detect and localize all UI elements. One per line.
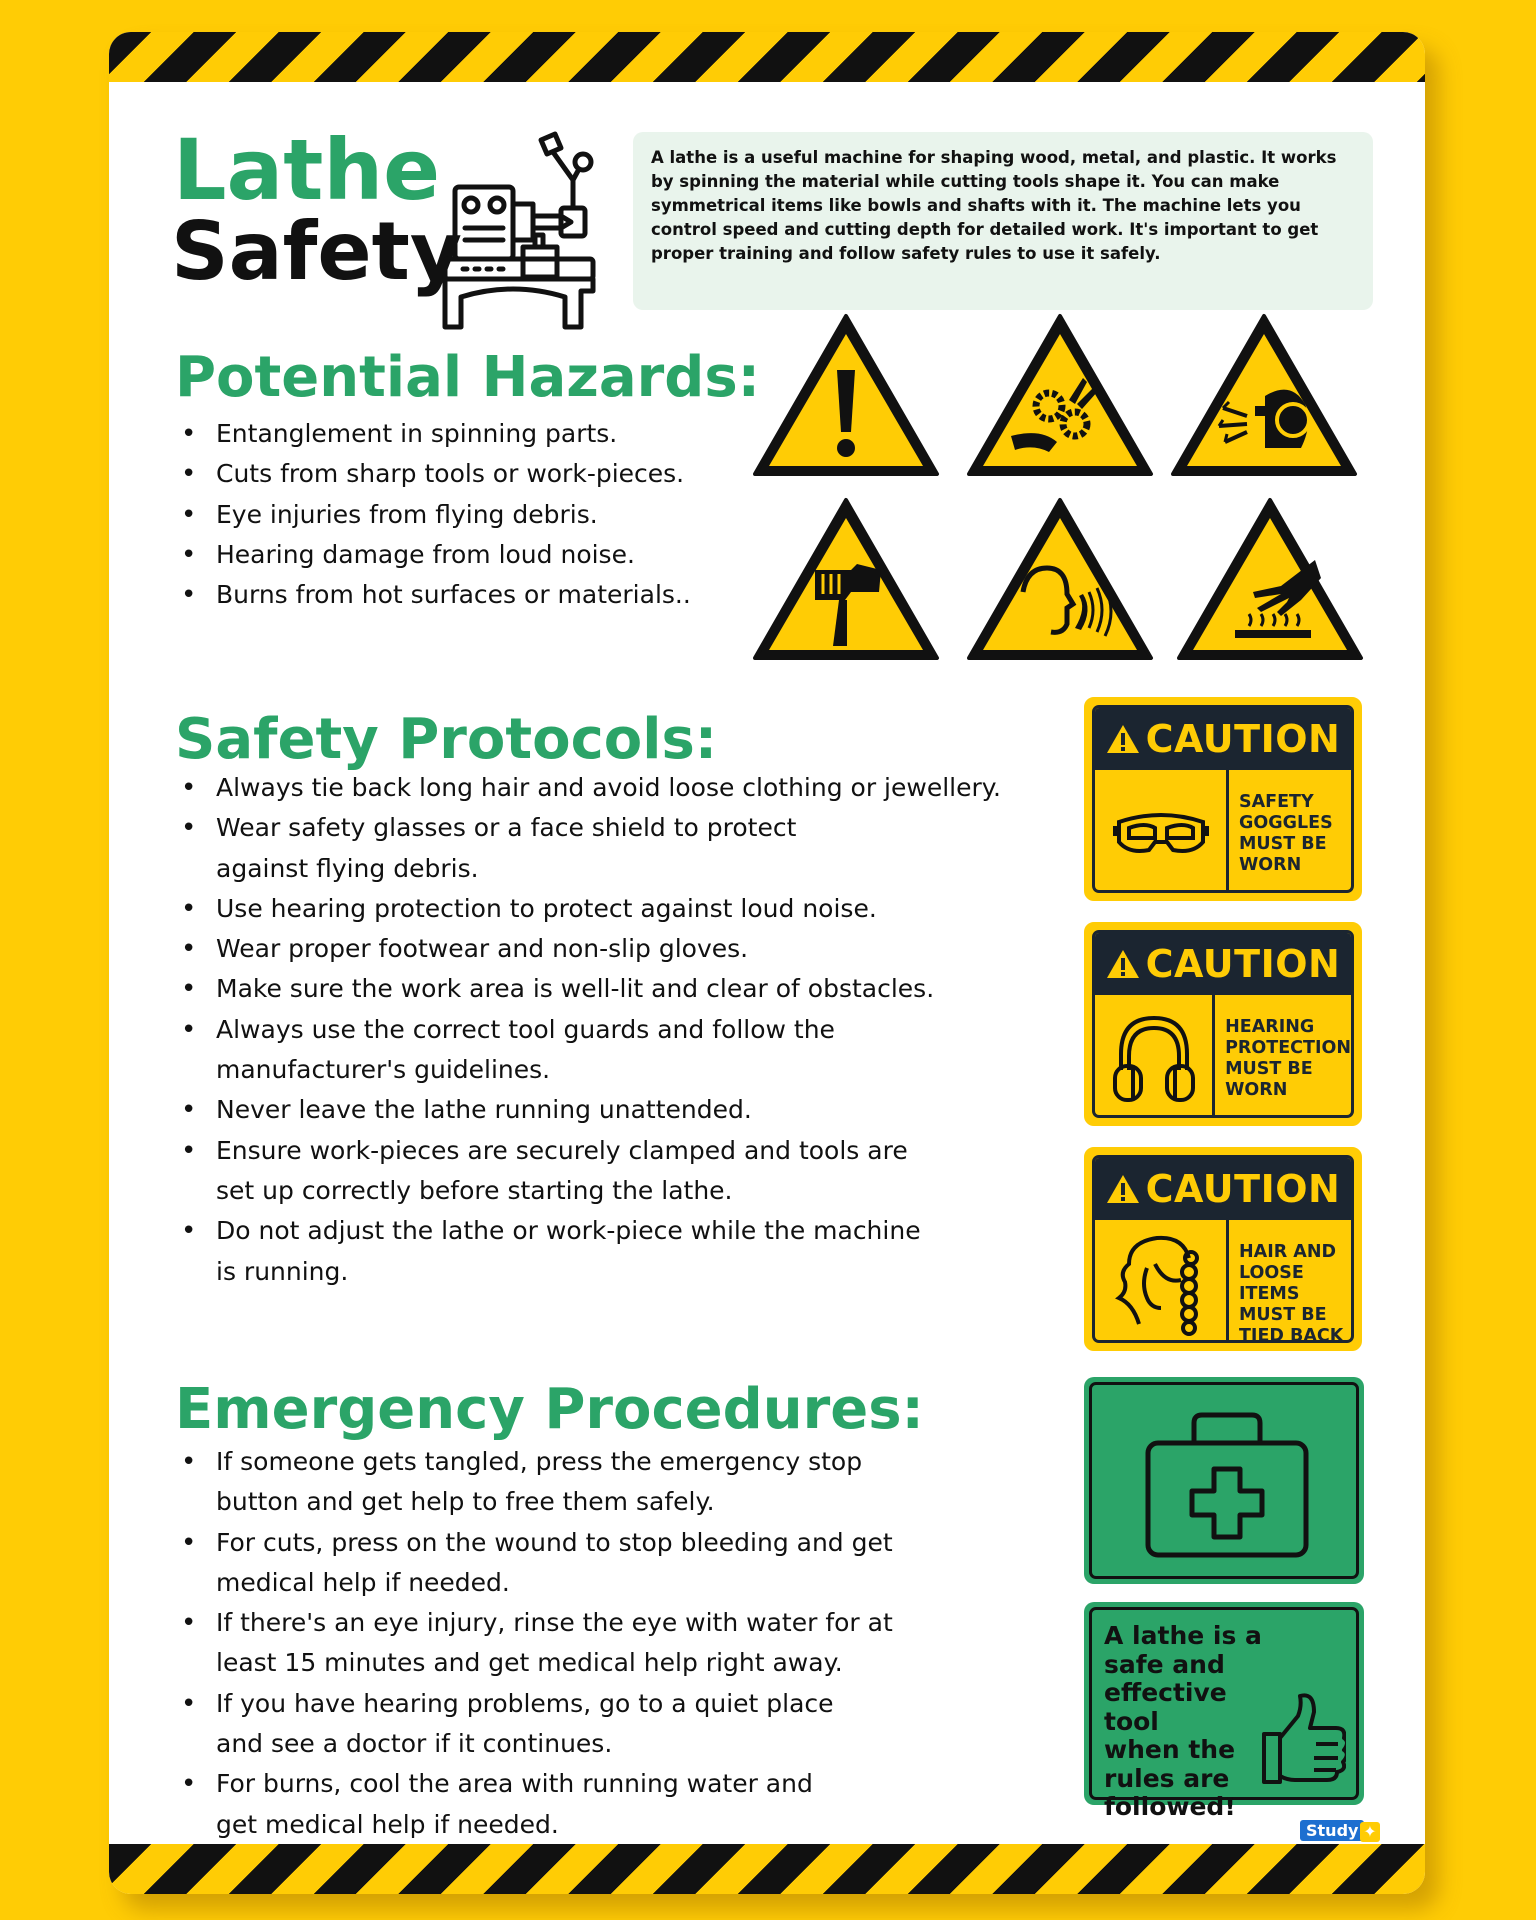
list-item: • Always tie back long hair and avoid loose clothing or jewellery. bbox=[179, 768, 1001, 808]
tied-hair-icon bbox=[1109, 1228, 1213, 1338]
closing-message-sign bbox=[1084, 1602, 1364, 1821]
list-item: • Cuts from sharp tools or work-pieces. bbox=[179, 454, 691, 494]
lathe-machine-icon bbox=[423, 122, 603, 332]
thumbs-up-icon bbox=[1256, 1690, 1346, 1790]
ear-defenders-icon bbox=[1109, 1010, 1199, 1106]
first-aid-sign bbox=[1084, 1377, 1364, 1584]
caution-header: CAUTION bbox=[1095, 933, 1351, 995]
list-item: • Eye injuries from flying debris. bbox=[179, 495, 691, 535]
list-item-continuation: set up correctly before starting the lathe. bbox=[216, 1175, 733, 1205]
list-item: • Ensure work-pieces are securely clamped and tools are bbox=[179, 1131, 1001, 1171]
poster bbox=[109, 32, 1425, 1894]
caution-text: HAIR AND LOOSE ITEMS MUST BE TIED BACK bbox=[1239, 1242, 1344, 1343]
caution-header: CAUTION bbox=[1095, 1158, 1351, 1220]
hazard-stripes-top bbox=[109, 32, 1425, 82]
list-item-continuation: against flying debris. bbox=[216, 853, 479, 883]
list-item-continuation: and see a doctor if it continues. bbox=[216, 1729, 613, 1759]
warning-triangle-icon bbox=[1106, 724, 1140, 754]
gear-entanglement-warning-icon bbox=[965, 312, 1155, 480]
cut-hazard-warning-icon bbox=[751, 496, 941, 664]
warning-triangle-icon bbox=[1106, 1174, 1140, 1204]
noise-warning-icon bbox=[965, 496, 1155, 664]
list-item-continuation: is running. bbox=[216, 1256, 349, 1286]
flying-debris-warning-icon bbox=[1169, 312, 1359, 480]
warning-triangle-icon bbox=[1106, 949, 1140, 979]
list-item: • Make sure the work area is well-lit and clear of obstacles. bbox=[179, 969, 1001, 1009]
safety-goggles-icon bbox=[1113, 808, 1209, 858]
emergency-list bbox=[179, 1442, 893, 1845]
protocols-list bbox=[179, 768, 1001, 1292]
hot-surface-warning-icon bbox=[1175, 496, 1365, 664]
list-item: • Never leave the lathe running unattended. bbox=[179, 1090, 1001, 1130]
emergency-heading: Emergency Procedures: bbox=[175, 1377, 924, 1442]
list-item-continuation: button and get help to free them safely. bbox=[216, 1487, 715, 1517]
list-item: • If you have hearing problems, go to a quiet place bbox=[179, 1684, 893, 1724]
list-item: • Hearing damage from loud noise. bbox=[179, 535, 691, 575]
caution-sign-hearing bbox=[1084, 922, 1362, 1126]
list-item-continuation: medical help if needed. bbox=[216, 1567, 510, 1597]
list-item: • Use hearing protection to protect against loud noise. bbox=[179, 889, 1001, 929]
protocols-heading: Safety Protocols: bbox=[175, 707, 718, 772]
list-item: • If there's an eye injury, rinse the eye with water for at bbox=[179, 1603, 893, 1643]
list-item-continuation: least 15 minutes and get medical help right away. bbox=[216, 1648, 843, 1678]
list-item-continuation: get medical help if needed. bbox=[216, 1809, 559, 1839]
intro-description: A lathe is a useful machine for shaping wood, metal, and plastic. It works by spinning the material while cutting tools shape it. You can make symmetrical items like bowls and shafts with it. The machine lets you control speed and cutting depth for detailed work. It's important to get proper training and follow safety rules to use it safely. bbox=[633, 132, 1373, 310]
list-item: • For burns, cool the area with running water and bbox=[179, 1764, 893, 1804]
hazards-heading: Potential Hazards: bbox=[175, 345, 761, 410]
list-item: • For cuts, press on the wound to stop bleeding and get bbox=[179, 1523, 893, 1563]
hazard-stripes-bottom bbox=[109, 1844, 1425, 1894]
first-aid-kit-icon bbox=[1144, 1407, 1310, 1559]
star-icon: ✦ bbox=[1360, 1822, 1380, 1842]
list-item-continuation: manufacturer's guidelines. bbox=[216, 1055, 551, 1085]
page-title-safety: Safety bbox=[171, 205, 463, 298]
page-title-lathe: Lathe bbox=[173, 121, 441, 219]
closing-message: A lathe is a safe and effective tool when the rules are followed! bbox=[1104, 1621, 1262, 1821]
caution-sign-hair bbox=[1084, 1147, 1362, 1351]
list-item: • Burns from hot surfaces or materials.. bbox=[179, 575, 691, 615]
list-item: • If someone gets tangled, press the emergency stop bbox=[179, 1442, 893, 1482]
caution-text: HEARING PROTECTION MUST BE WORN bbox=[1225, 1017, 1351, 1100]
caution-sign-goggles bbox=[1084, 697, 1362, 901]
caution-header: CAUTION bbox=[1095, 708, 1351, 770]
list-item: • Always use the correct tool guards and follow the bbox=[179, 1010, 1001, 1050]
list-item: • Entanglement in spinning parts. bbox=[179, 414, 691, 454]
brand-line1: Study bbox=[1300, 1820, 1364, 1841]
list-item: • Wear safety glasses or a face shield to protect bbox=[179, 808, 1001, 848]
exclamation-warning-icon bbox=[751, 312, 941, 480]
caution-text: SAFETY GOGGLES MUST BE WORN bbox=[1239, 792, 1333, 875]
list-item: • Wear proper footwear and non-slip gloves. bbox=[179, 929, 1001, 969]
list-item: • Do not adjust the lathe or work-piece while the machine bbox=[179, 1211, 1001, 1251]
hazards-list bbox=[179, 414, 691, 615]
